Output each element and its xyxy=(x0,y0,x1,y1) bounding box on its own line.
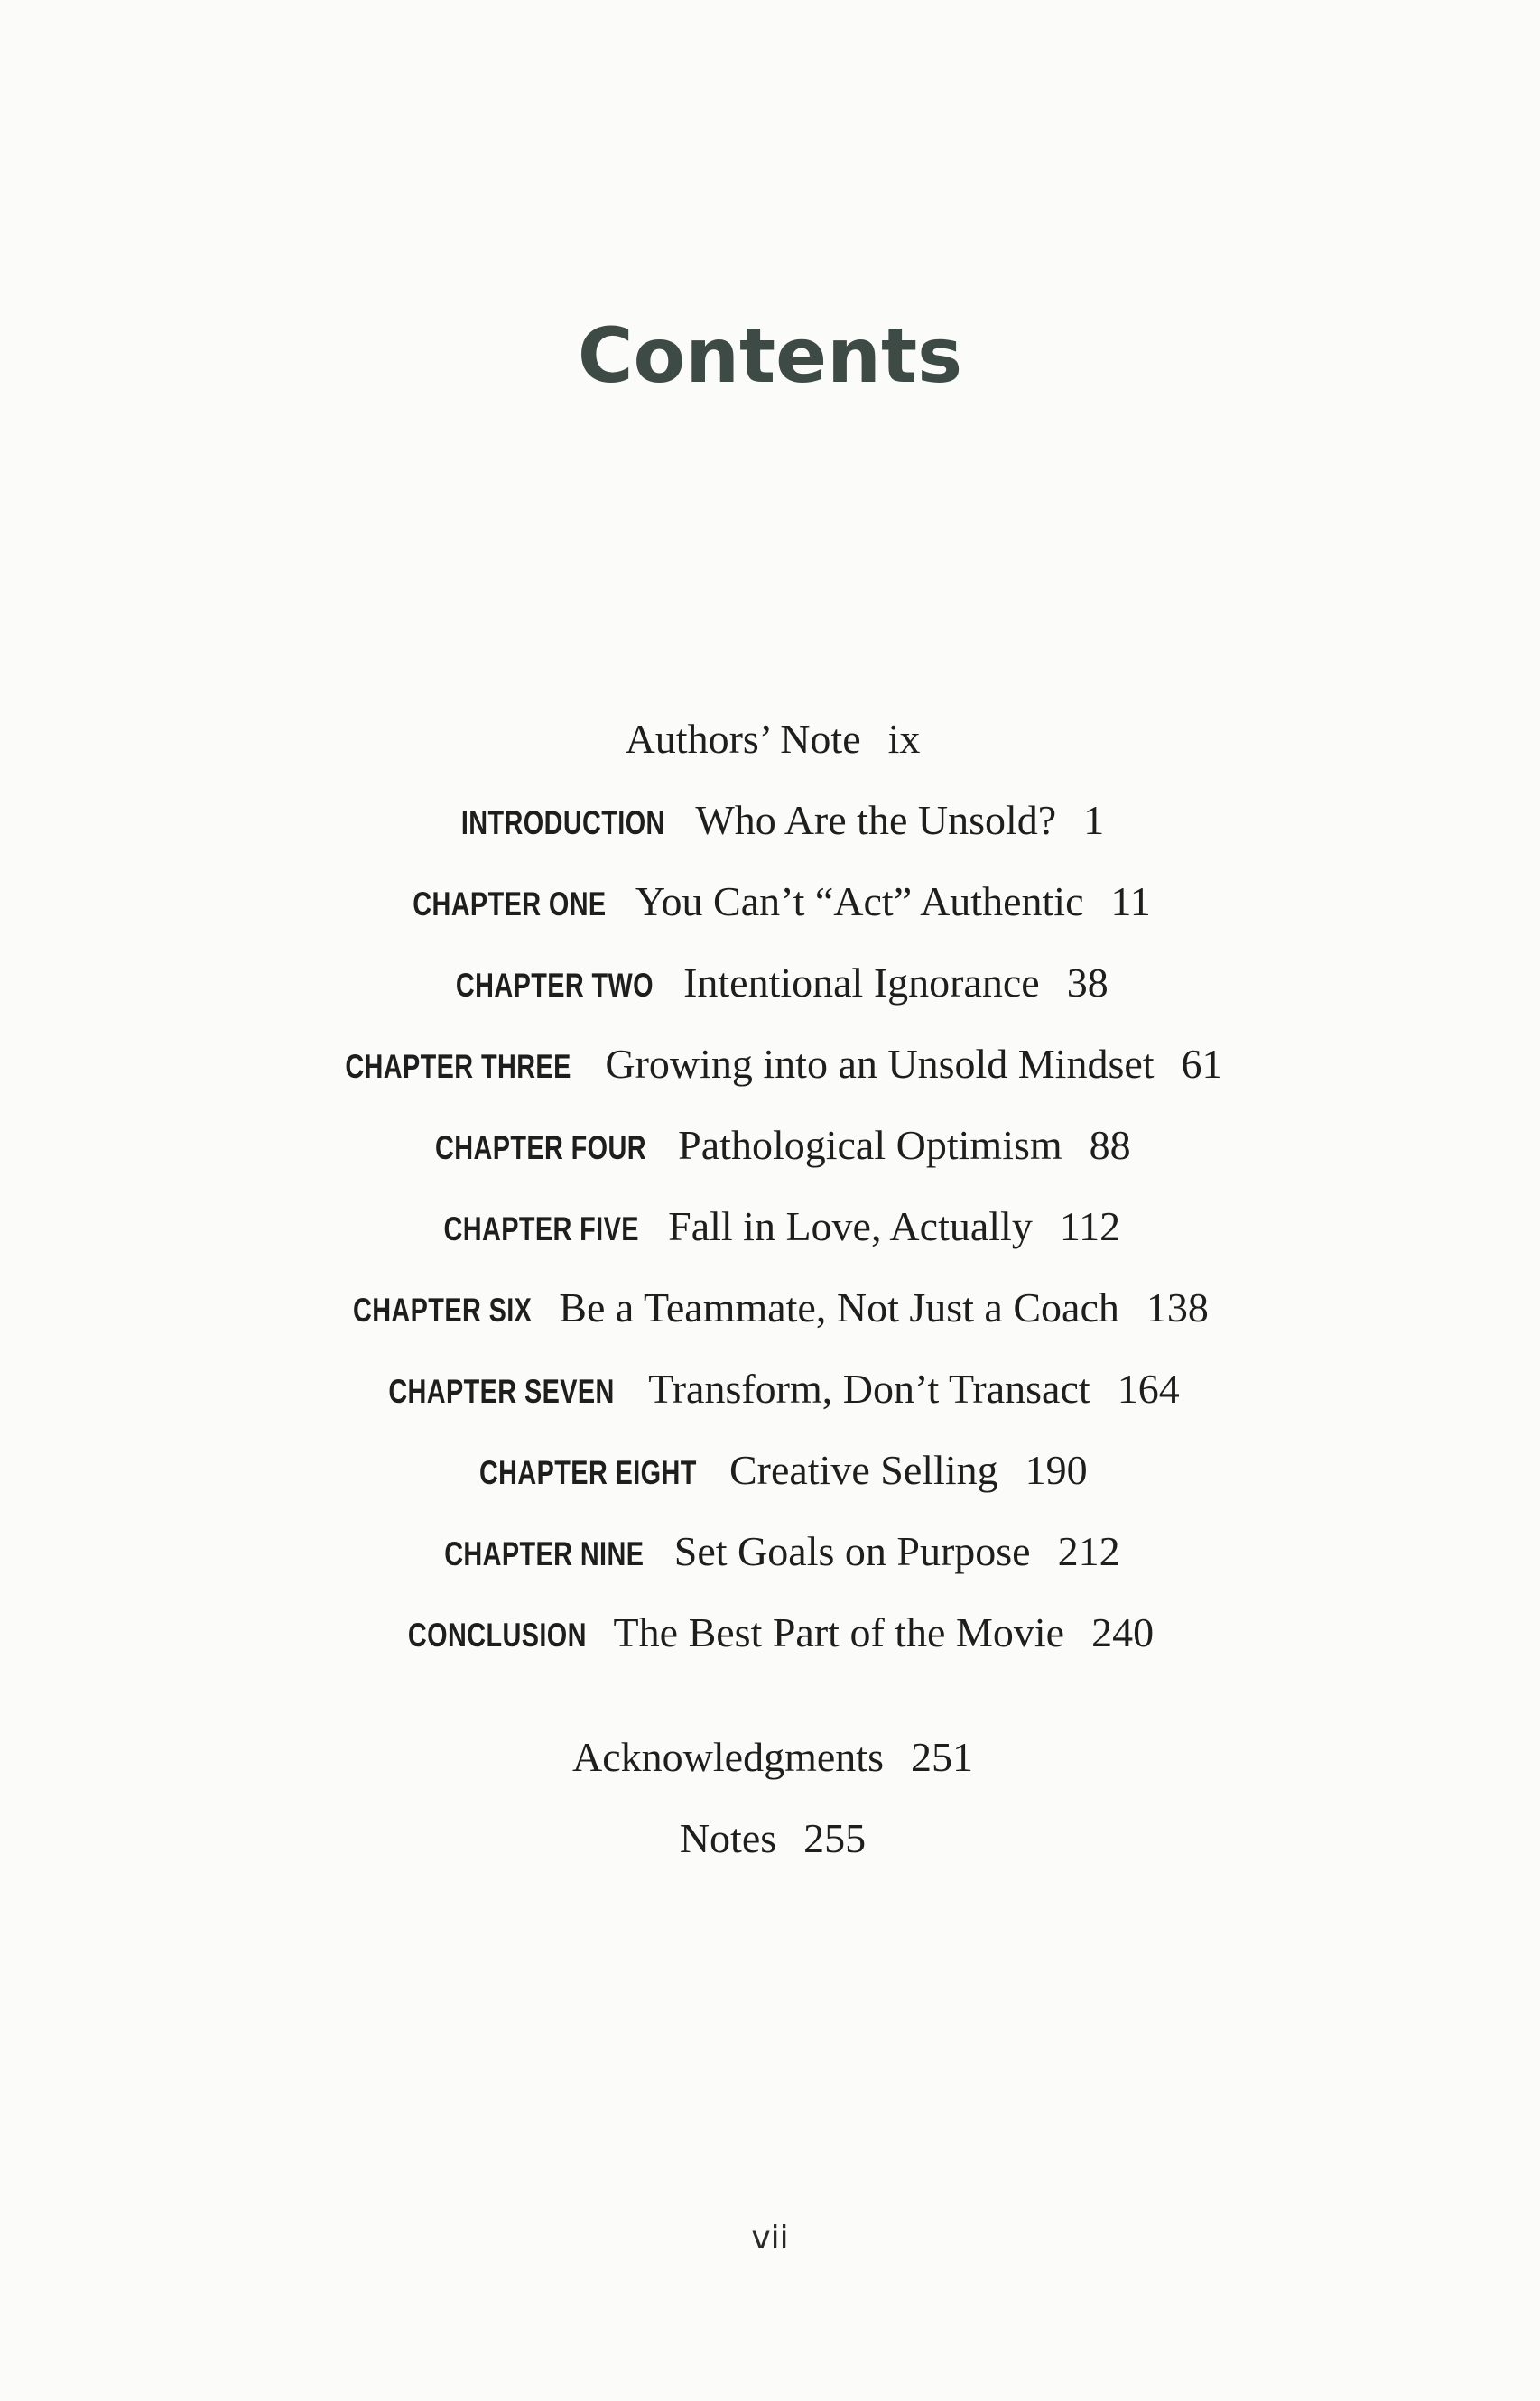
toc-entry-page: 11 xyxy=(1110,878,1151,924)
toc-entry-acknowledgments xyxy=(0,1734,1540,1780)
toc-entry-page: 88 xyxy=(1089,1122,1131,1168)
toc-entry-chapter-eight xyxy=(0,1447,1540,1493)
toc-entry-title: Transform, Don’t Transact xyxy=(648,1366,1090,1412)
page-number: vii xyxy=(751,2220,789,2257)
toc-entry-page: 240 xyxy=(1091,1609,1155,1655)
toc-entry-chapter-four xyxy=(0,1122,1540,1168)
toc-entry-label: CHAPTER TWO xyxy=(456,967,654,1004)
toc-entry-label: CHAPTER ONE xyxy=(413,885,607,922)
toc-entry-title: You Can’t “Act” Authentic xyxy=(635,878,1084,924)
toc-entry-title: Fall in Love, Actually xyxy=(668,1203,1033,1249)
page-title: Contents xyxy=(577,311,963,400)
toc-entry-label: CHAPTER NINE xyxy=(444,1535,645,1572)
toc-entry-label: CHAPTER EIGHT xyxy=(479,1454,698,1491)
toc-entry-chapter-five xyxy=(0,1203,1540,1249)
toc-entry-title: Creative Selling xyxy=(728,1447,998,1493)
toc-entry-title: Acknowledgments xyxy=(572,1734,884,1780)
toc-entry-page: 61 xyxy=(1181,1041,1223,1087)
toc-entry-title: Authors’ Note xyxy=(625,716,861,762)
toc-entry-label: CHAPTER SIX xyxy=(353,1292,533,1329)
toc-entry-authors-note xyxy=(0,718,1540,760)
toc-entry-title: Notes xyxy=(679,1815,777,1861)
toc-entry-page: 190 xyxy=(1025,1447,1088,1493)
toc-entry-page: 212 xyxy=(1057,1528,1120,1574)
toc-entry-page: 38 xyxy=(1066,959,1109,1006)
toc-entry-page: 251 xyxy=(910,1734,973,1780)
toc-entry-page: 255 xyxy=(803,1815,867,1861)
toc-entry-title: Set Goals on Purpose xyxy=(673,1528,1031,1574)
toc-entry-title: Growing into an Unsold Mindset xyxy=(605,1041,1155,1087)
toc-entry-title: The Best Part of the Movie xyxy=(613,1609,1065,1655)
toc-entry-conclusion xyxy=(0,1609,1540,1655)
toc-entry-label: CHAPTER FOUR xyxy=(435,1129,647,1166)
toc-entry-chapter-two xyxy=(0,959,1540,1006)
toc-entry-chapter-three xyxy=(0,1043,1540,1085)
toc-entry-introduction xyxy=(0,797,1540,843)
toc-entry-page: 138 xyxy=(1146,1284,1209,1330)
toc-entry-label: INTRODUCTION xyxy=(460,804,665,841)
toc-entry-label: CONCLUSION xyxy=(407,1617,587,1654)
toc-entry-page: 112 xyxy=(1059,1203,1121,1249)
toc-entry-chapter-one xyxy=(0,878,1540,924)
toc-entry-notes xyxy=(0,1815,1540,1861)
toc-entry-label: CHAPTER THREE xyxy=(345,1048,572,1085)
toc-entry-chapter-six xyxy=(0,1284,1540,1330)
toc-entry-title: Be a Teammate, Not Just a Coach xyxy=(559,1284,1119,1330)
toc-entry-page: 1 xyxy=(1083,797,1105,843)
toc-entry-title: Who Are the Unsold? xyxy=(695,797,1057,843)
toc-entry-page: ix xyxy=(887,716,921,762)
toc-entry-label: CHAPTER SEVEN xyxy=(388,1373,615,1410)
toc-entry-chapter-seven xyxy=(0,1368,1540,1410)
toc-entry-label: CHAPTER FIVE xyxy=(443,1210,639,1247)
toc-entry-page: 164 xyxy=(1117,1366,1180,1412)
toc-entry-title: Pathological Optimism xyxy=(678,1122,1062,1168)
toc-entry-title: Intentional Ignorance xyxy=(683,959,1040,1006)
toc-entry-chapter-nine xyxy=(0,1528,1540,1574)
